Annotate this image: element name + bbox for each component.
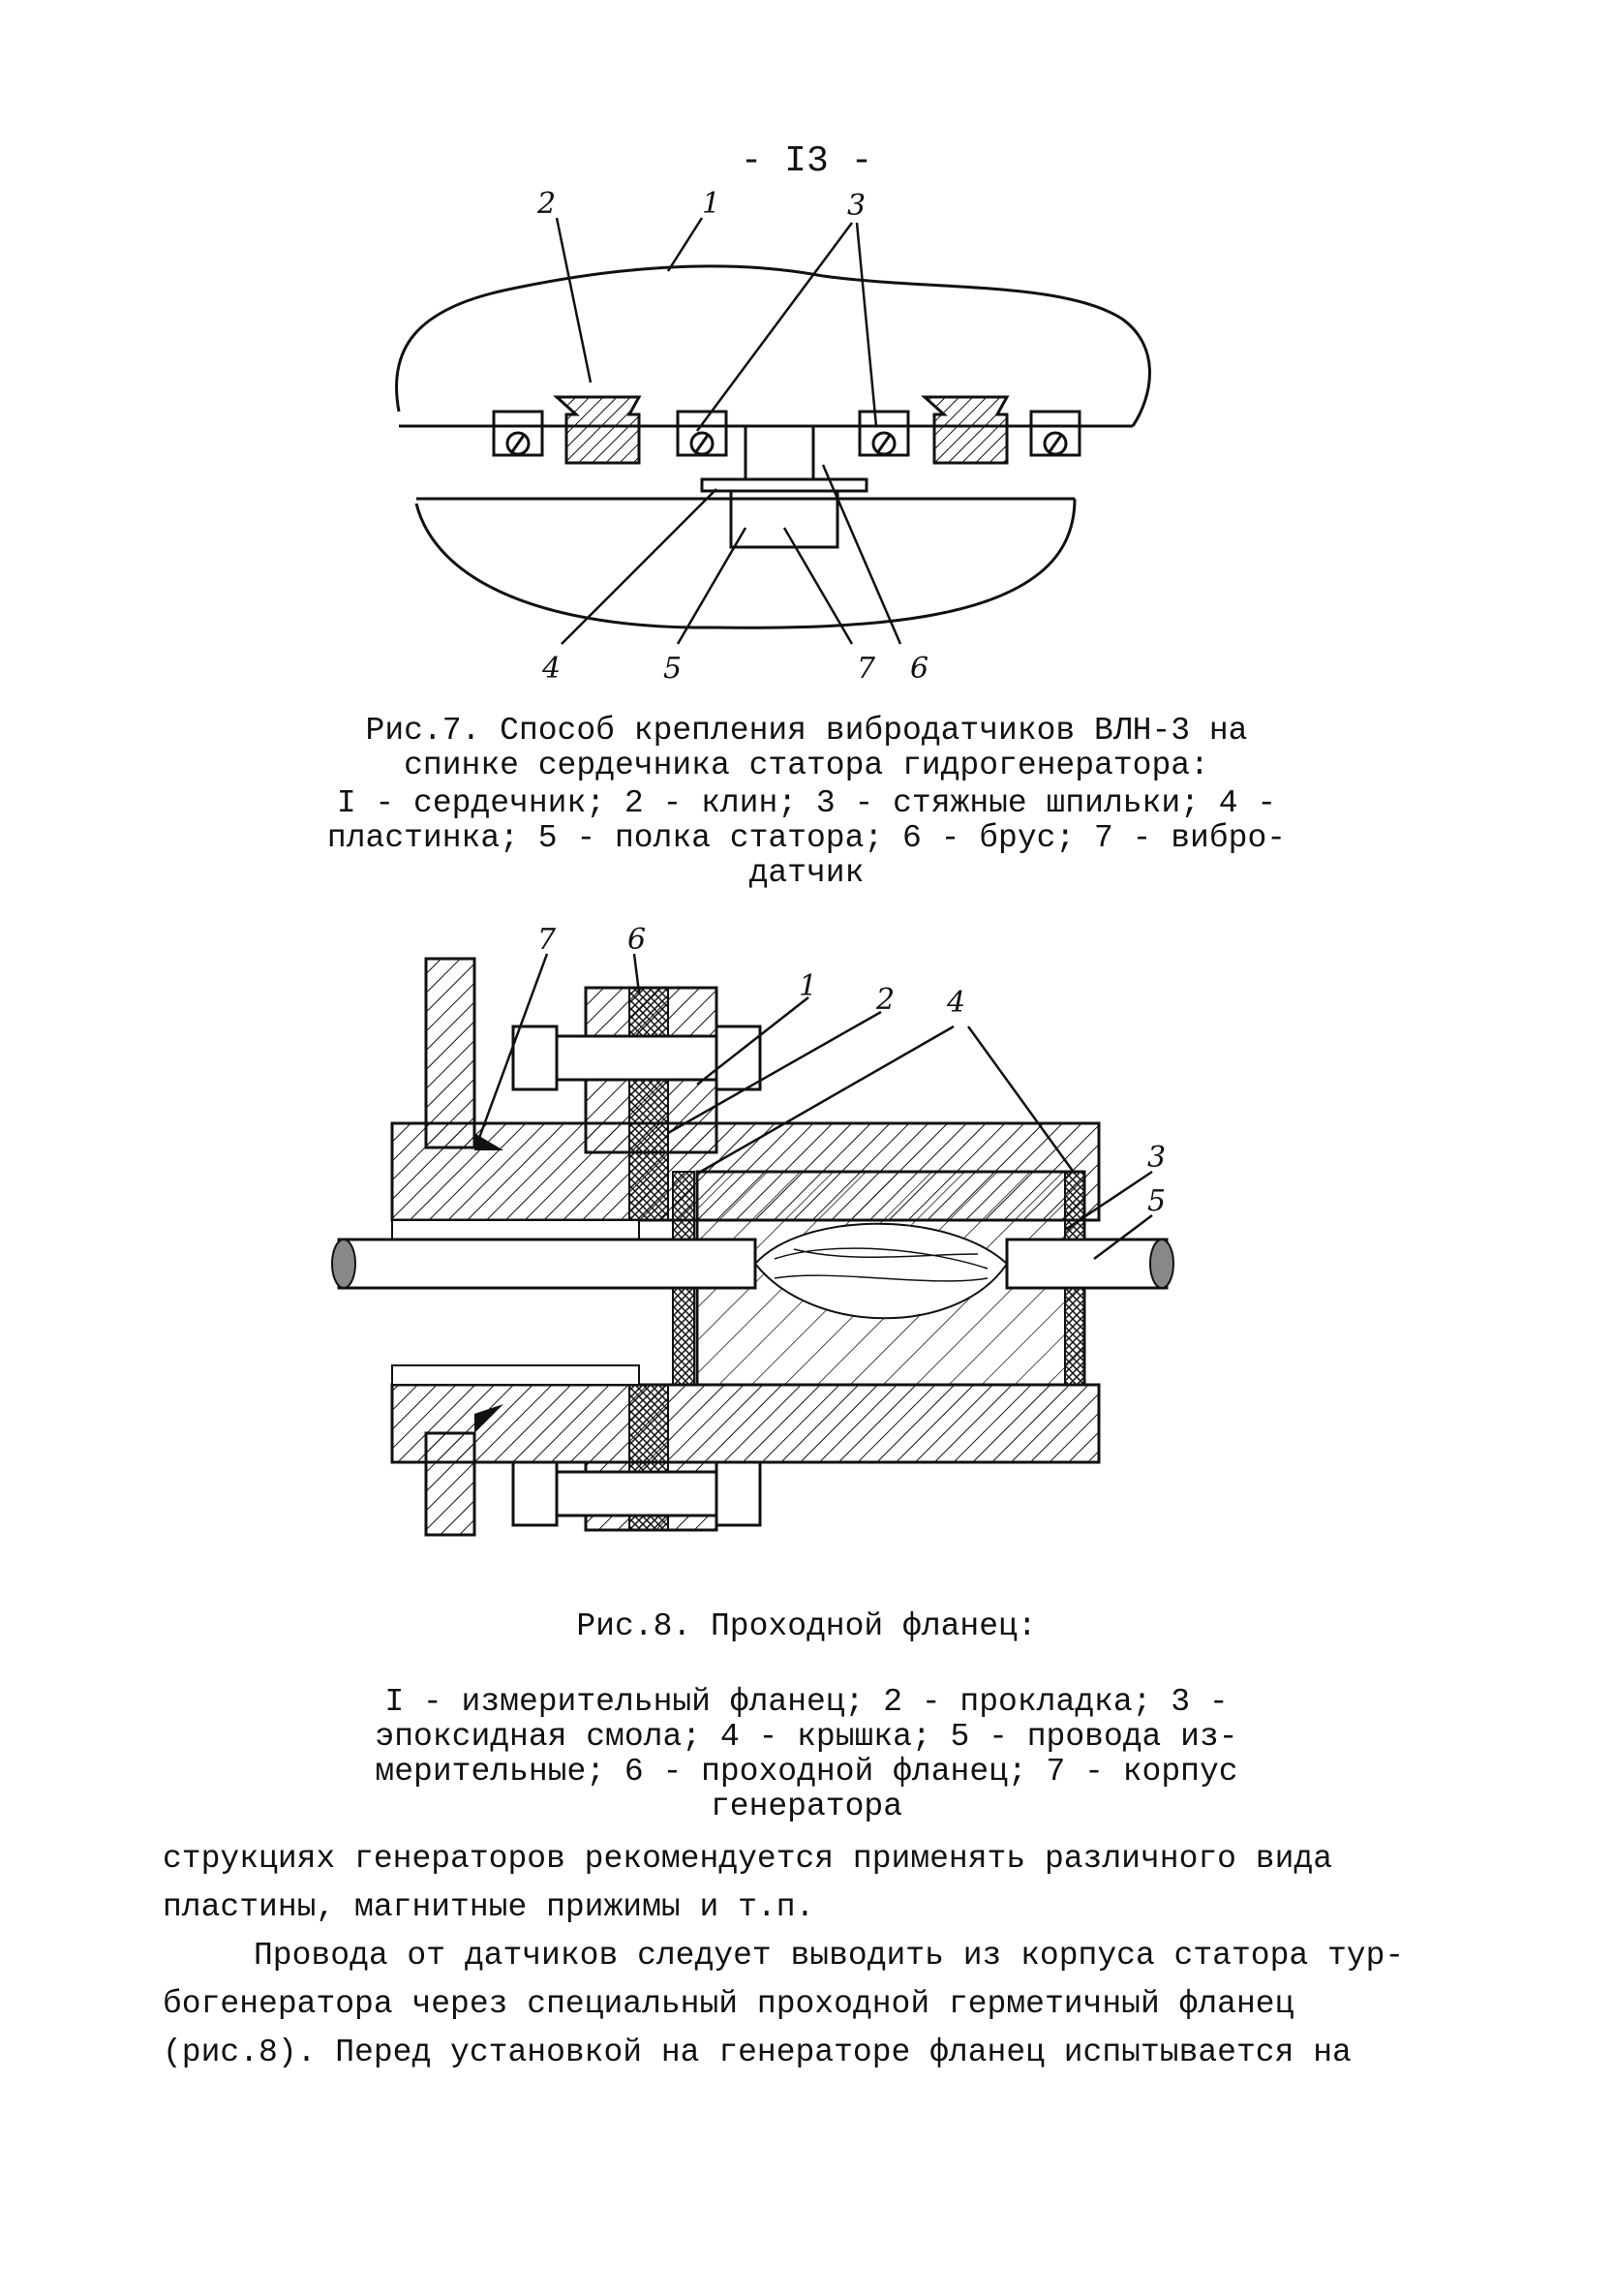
figure-8-feedthrough-flange-diagram [0, 920, 1613, 1598]
body-paragraph-2-line-1: Провода от датчиков следует выводить из корпуса статора тур- [254, 1938, 1405, 1974]
fig7-callout-6: 6 [910, 652, 929, 686]
fig8-callout-1: 1 [799, 969, 818, 1003]
fig8-callout-6: 6 [627, 923, 647, 957]
fig7-callout-2: 2 [537, 187, 557, 221]
stator-shelf-outline [416, 499, 1075, 628]
nut-top-left [513, 1026, 557, 1089]
body-paragraph-1-line-2: пластины, магнитные прижимы и т.п. [163, 1889, 815, 1925]
fig7-callout-7: 7 [857, 652, 876, 686]
fig8-callout-3: 3 [1147, 1141, 1167, 1175]
fig8-callout-2: 2 [876, 983, 896, 1017]
bore-top [392, 1220, 639, 1240]
bore-bottom [392, 1365, 639, 1385]
nut-top-right [716, 1026, 760, 1089]
nut-bottom-right [716, 1462, 760, 1525]
gasket-top [629, 988, 668, 1220]
plate [702, 479, 867, 491]
figure-7-title: Рис.7. Способ крепления вибродатчиков ВЛН-3 на спинке сердечника статора гидрогенератора: [365, 713, 1248, 783]
figure-8-legend: I - измерительный фланец; 2 - прокладка; 3 - эпоксидная смола; 4 - крышка; 5 - провода из- мерительные; 6 - проходной фланец; 7 - корпус генератора [375, 1684, 1238, 1824]
fig7-callout-5: 5 [663, 652, 683, 686]
body-paragraph-2-line-2: богенератора через специальный проходной герметичный фланец [163, 1986, 1294, 2022]
fig8-callout-7: 7 [537, 923, 557, 957]
figure-7-stator-mount-diagram [0, 0, 1613, 697]
bar [746, 426, 813, 479]
figure-8-title: Рис.8. Проходной фланец: [576, 1608, 1037, 1644]
flange-body-bottom [392, 1385, 1099, 1462]
wedge-left [557, 397, 639, 463]
body-paragraph-1-line-1: струкциях генераторов рекомендуется применять различного вида [163, 1841, 1332, 1877]
body-paragraph-2-line-3: (рис.8). Перед установкой на генераторе фланец испытывается на [163, 2035, 1352, 2070]
measuring-wire [339, 1240, 755, 1288]
page-number: - I3 - [740, 140, 873, 182]
stator-core-outline [396, 266, 1149, 426]
generator-housing-top [426, 959, 474, 1148]
fig8-callout-5: 5 [1147, 1184, 1167, 1218]
nut-bottom-left [513, 1462, 557, 1525]
fig7-callout-1: 1 [702, 187, 721, 221]
figure-7-legend: I - сердечник; 2 - клин; 3 - стяжные шпильки; 4 - пластинка; 5 - полка статора; 6 - брус; 7 - вибро- датчик [326, 785, 1287, 891]
fig7-callout-4: 4 [542, 652, 562, 686]
fig8-callout-4: 4 [947, 986, 966, 1020]
wedge-right [925, 397, 1007, 463]
fig7-callout-3: 3 [847, 189, 867, 223]
